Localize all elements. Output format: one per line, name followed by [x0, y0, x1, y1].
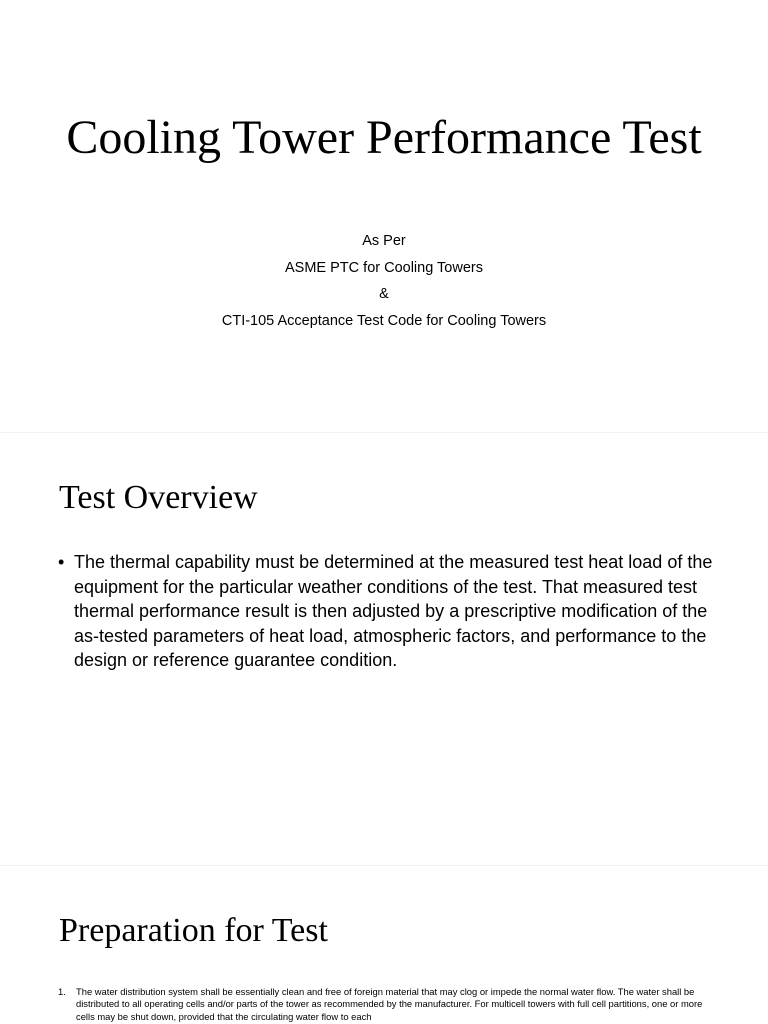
slide-heading: Test Overview: [59, 479, 258, 516]
overview-slide: [0, 433, 768, 865]
subtitle-line: &: [379, 286, 389, 302]
subtitle-line: CTI-105 Acceptance Test Code for Cooling Towers: [221, 312, 547, 329]
list-item-text: The water distribution system shall be essentially clean and free of foreign material that may clog or impede the normal water flow. The water shall be distributed to all operating cells and/or parts of the tower as recommended by the manufacturer. For multicell towers with full cell partitions, one or more cells may be shut down, provided that the circulating water flow to each: [76, 986, 703, 1022]
bullet-text: The thermal capability must be determined at the measured test heat load of the equipment for the particular weather conditions of the test. That measured test thermal performance result is then adjusted by a prescriptive modification of the as-tested parameters of heat load, atmospheric factors, and performance to the design or reference guarantee condition.: [74, 552, 713, 671]
title-slide: [0, 0, 768, 432]
subtitle-line: ASME PTC for Cooling Towers: [285, 259, 483, 276]
subtitle-line: As Per: [362, 233, 406, 249]
bullet-item: [58, 550, 718, 673]
slide-heading: Preparation for Test: [59, 912, 328, 949]
bullet-list: [58, 550, 718, 673]
presentation-title: Cooling Tower Performance Test: [66, 111, 702, 164]
list-marker: 1.: [58, 986, 66, 997]
list-item: [58, 986, 718, 1023]
bullet-icon: •: [58, 552, 65, 572]
numbered-list: [58, 986, 718, 1023]
preparation-slide: [0, 866, 768, 1024]
subtitle-block: [60, 228, 708, 334]
